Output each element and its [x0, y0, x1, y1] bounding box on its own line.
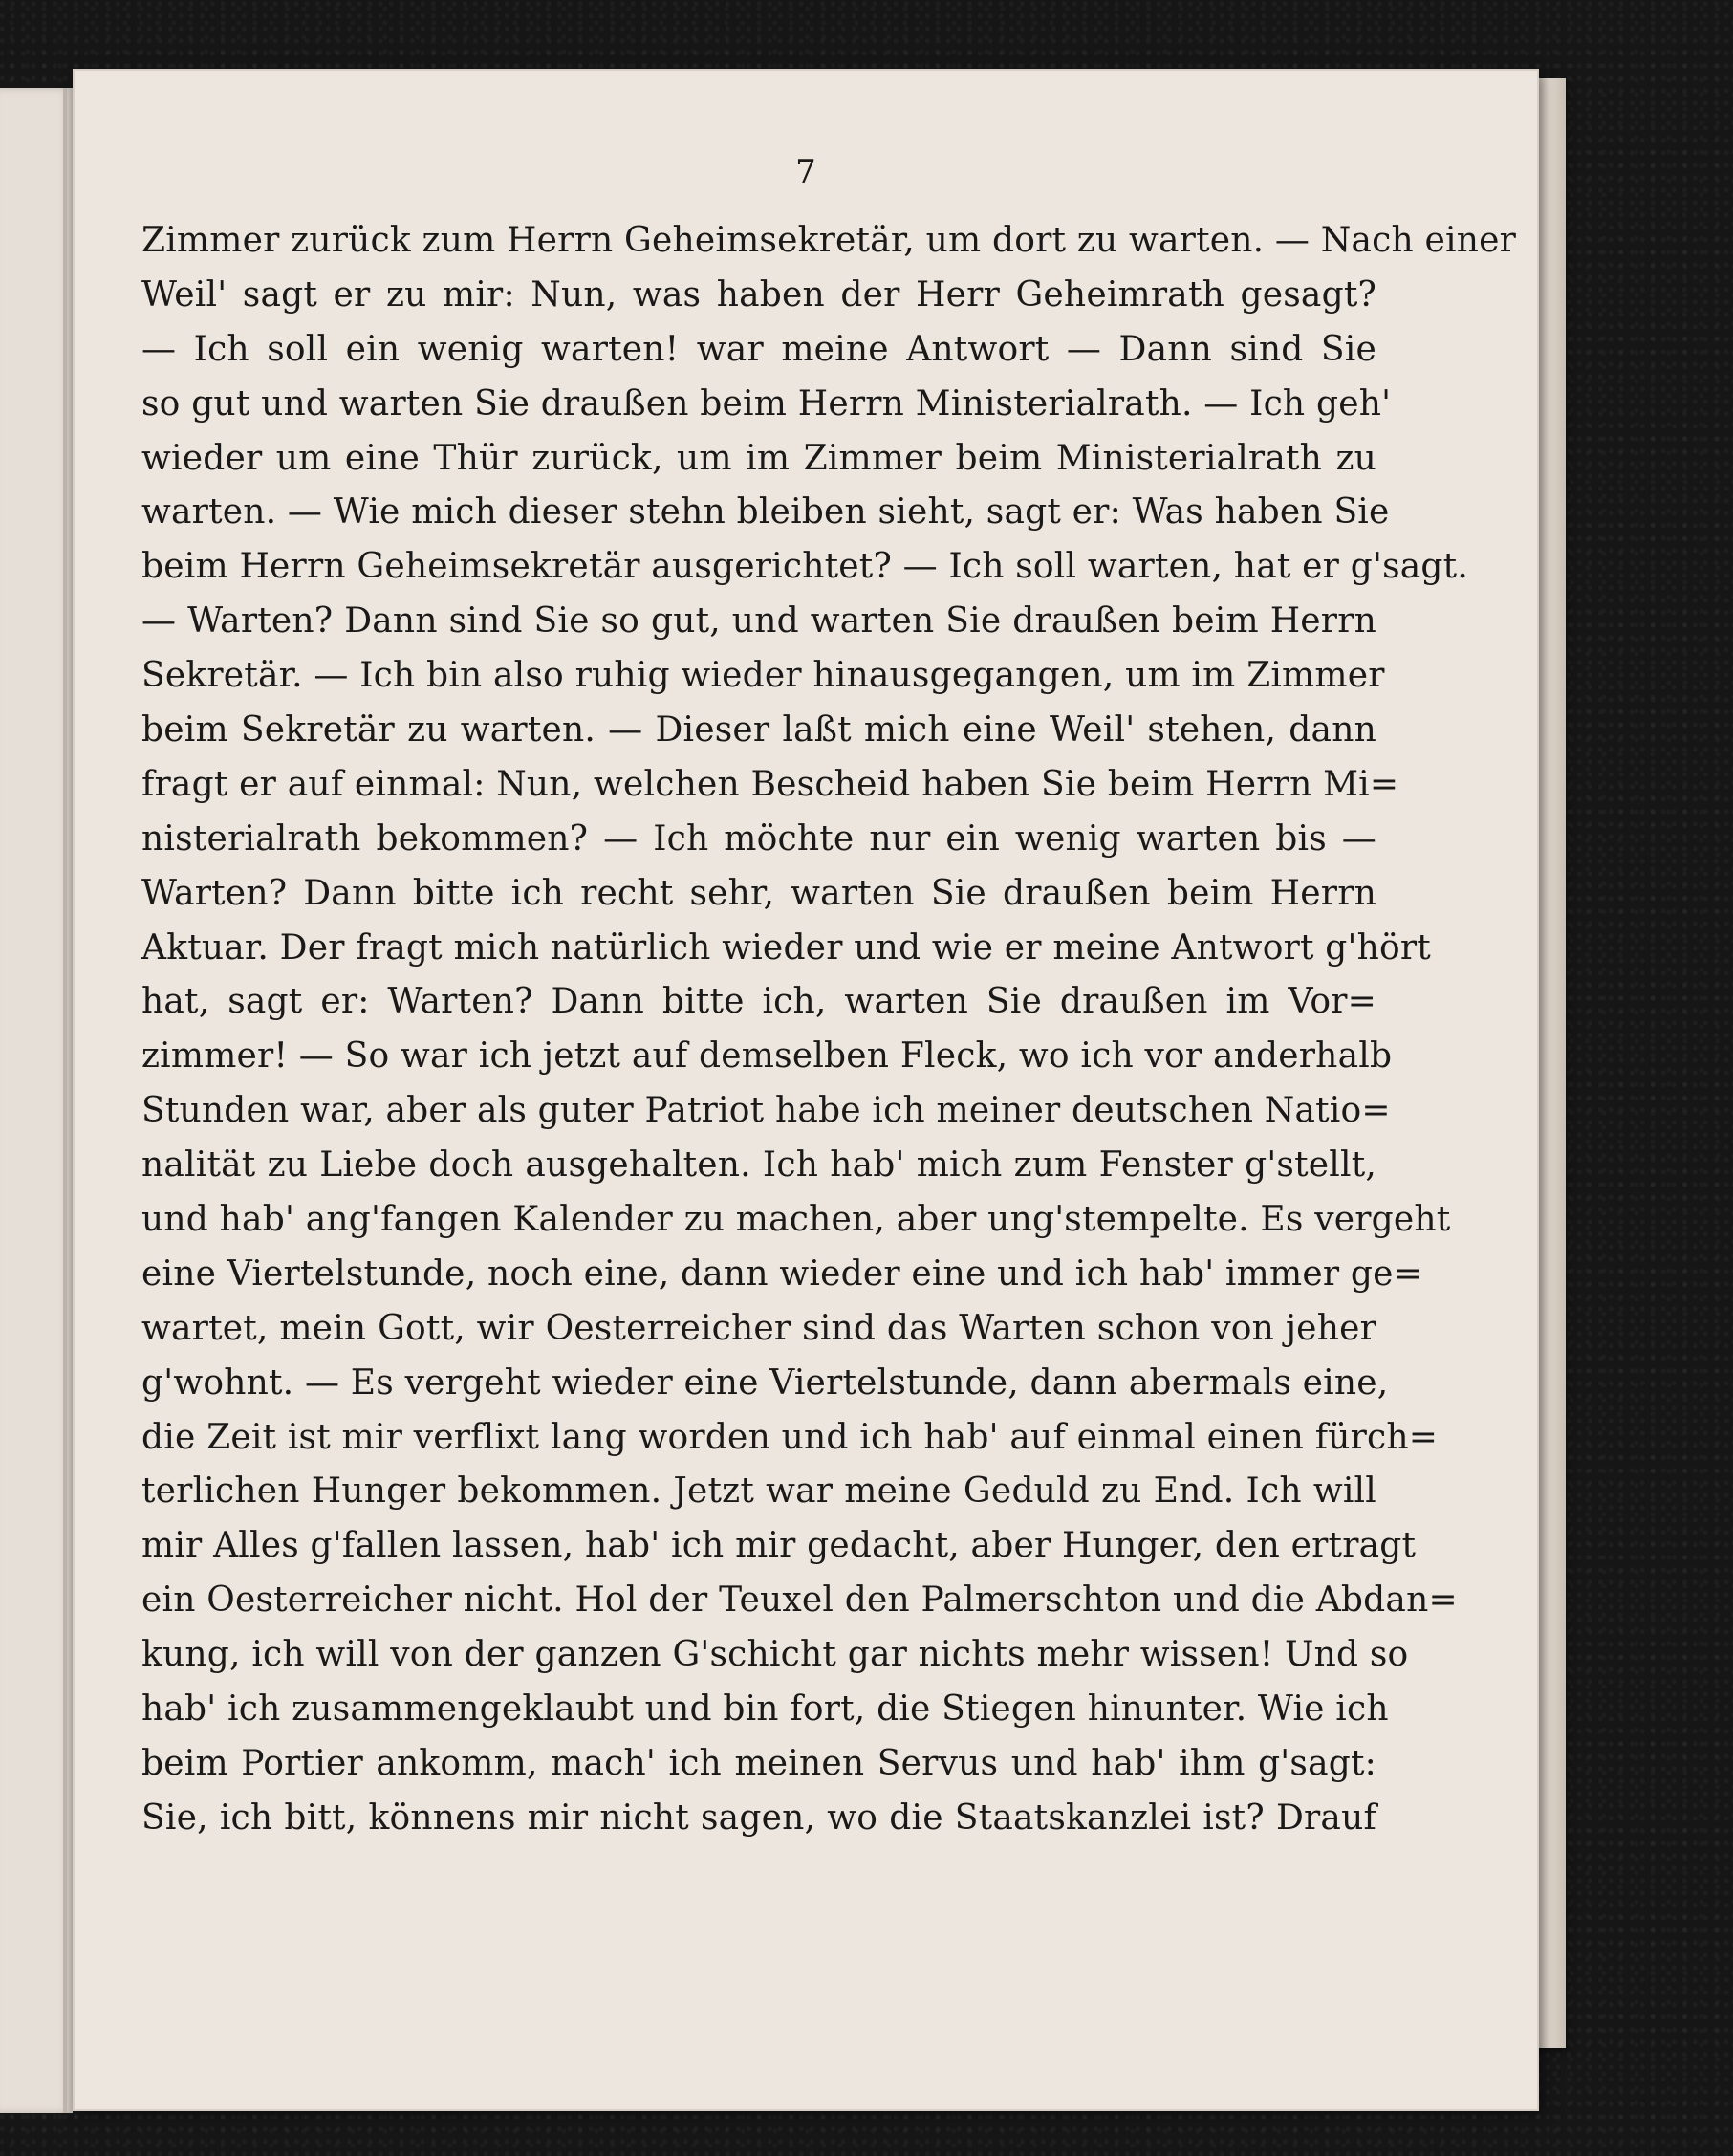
text-line: hab' ich zusammengeklaubt und bin fort, die Stiegen hinunter. Wie ich [141, 1689, 1389, 1730]
text-line: terlichen Hunger bekommen. Jetzt war meine Geduld zu End. Ich will [141, 1471, 1376, 1512]
text-line: Weil' sagt er zu mir: Nun, was haben der Herr Geheimrath gesagt? [141, 274, 1376, 315]
text-line: zimmer! — So war ich jetzt auf demselben Fleck, wo ich vor anderhalb [141, 1036, 1393, 1077]
text-line: Zimmer zurück zum Herrn Geheimsekretär, um dort zu warten. — Nach einer [141, 221, 1517, 260]
text-line: eine Viertelstunde, noch eine, dann wieder eine und ich hab' immer ge= [141, 1253, 1422, 1294]
facing-page-shadow [63, 88, 67, 2113]
text-line: und hab' ang'fangen Kalender zu machen, aber ung'stempelte. Es vergeht [141, 1200, 1451, 1240]
text-line: — Warten? Dann sind Sie so gut, und warten Sie draußen beim Herrn [141, 601, 1376, 642]
text-line: warten. — Wie mich dieser stehn bleiben sieht, sagt er: Was haben Sie [141, 492, 1390, 533]
text-line: wartet, mein Gott, wir Oesterreicher sind das Warten schon von jeher [141, 1308, 1376, 1348]
text-line: wieder um eine Thür zurück, um im Zimmer beim Ministerialrath zu [141, 438, 1376, 478]
text-line: hat, sagt er: Warten? Dann bitte ich, warten Sie draußen im Vor= [141, 982, 1376, 1022]
text-line: ein Oesterreicher nicht. Hol der Teuxel den Palmerschton und die Abdan= [141, 1580, 1458, 1621]
text-line: so gut und warten Sie draußen beim Herrn Ministerialrath. — Ich geh' [141, 383, 1392, 424]
page-number: 7 [795, 153, 816, 191]
text-line: beim Herrn Geheimsekretär ausgerichtet? — Ich soll warten, hat er g'sagt. [141, 547, 1468, 587]
book-page [75, 71, 1537, 2109]
body-text [141, 214, 1517, 1846]
text-line: g'wohnt. — Es vergeht wieder eine Viertelstunde, dann abermals eine, [141, 1362, 1389, 1403]
text-line: beim Sekretär zu warten. — Dieser laßt mich eine Weil' stehen, dann [141, 710, 1376, 751]
text-line: Stunden war, aber als guter Patriot habe ich meiner deutschen Natio= [141, 1091, 1391, 1131]
text-line: nalität zu Liebe doch ausgehalten. Ich hab' mich zum Fenster g'stellt, [141, 1145, 1376, 1186]
text-line: Aktuar. Der fragt mich natürlich wieder und wie er meine Antwort g'hört [141, 927, 1431, 968]
text-line: fragt er auf einmal: Nun, welchen Bescheid haben Sie beim Herrn Mi= [141, 764, 1399, 804]
text-line: Warten? Dann bitte ich recht sehr, warten Sie draußen beim Herrn [141, 873, 1376, 913]
text-line: Sekretär. — Ich bin also ruhig wieder hinausgegangen, um im Zimmer [141, 656, 1385, 696]
text-line: mir Alles g'fallen lassen, hab' ich mir gedacht, aber Hunger, den ertragt [141, 1526, 1417, 1566]
text-line: kung, ich will von der ganzen G'schicht gar nichts mehr wissen! Und so [141, 1635, 1409, 1675]
text-line: die Zeit ist mir verflixt lang worden und ich hab' auf einmal einen fürch= [141, 1417, 1439, 1457]
facing-page-edge [0, 88, 73, 2113]
text-line: — Ich soll ein wenig warten! war meine Antwort — Dann sind Sie [141, 329, 1376, 369]
text-line: beim Portier ankomm, mach' ich meinen Servus und hab' ihm g'sagt: [141, 1743, 1376, 1783]
text-line: nisterialrath bekommen? — Ich möchte nur ein wenig warten bis — [141, 818, 1376, 859]
text-line: Sie, ich bitt, könnens mir nicht sagen, wo die Staatskanzlei ist? Drauf [141, 1797, 1376, 1838]
